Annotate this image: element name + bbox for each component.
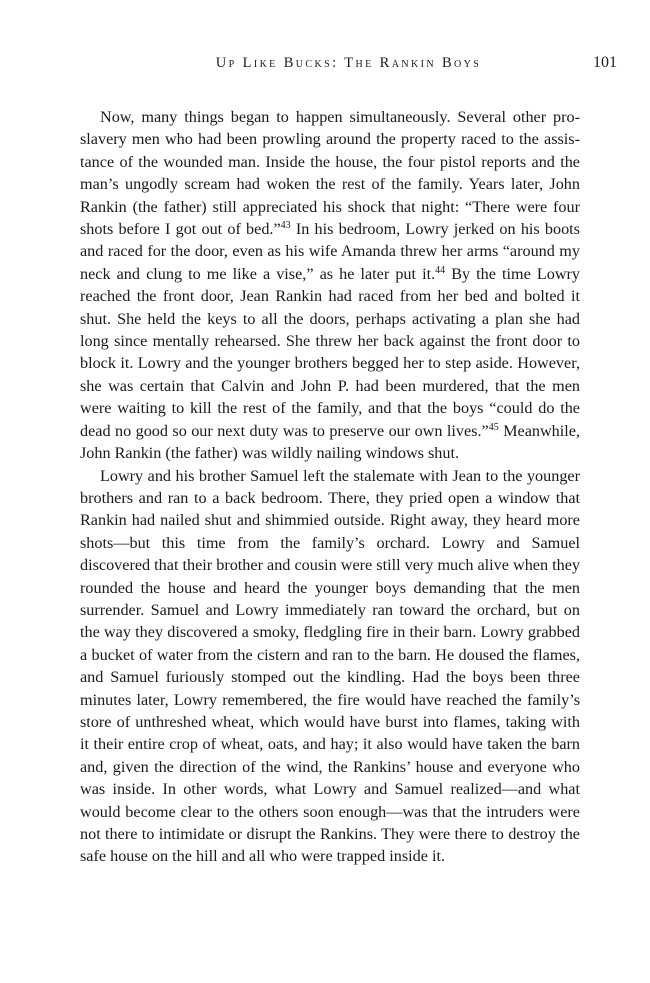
- footnote-ref-45: 45: [488, 421, 499, 433]
- body-text: [80, 106, 580, 868]
- paragraph-1-text-b: In his bedroom, Lowry jerked on his boots and raced for the door, even as his wife Amanda threw her arms “around my neck and clung to me like a vise,” as he later put it.: [80, 220, 580, 283]
- paragraph-1-text-c: By the time Lowry reached the front door, Jean Rankin had raced from her bed and bolted it shut. She held the keys to all the doors, perhaps activating a plan she had long since mentally rehearsed. She threw her back against the front door to block it. Lowry and the younger brothers begged her to step aside. However, she was certain that Calvin and John P. had been murdered, that the men were waiting to kill the rest of the family, and that the boys “could do the dead no good so our next duty was to preserve our own lives.”: [80, 264, 580, 440]
- paragraph-1-text-d: Meanwhile, John Rankin (the father) was wildly nailing windows shut.: [80, 421, 580, 463]
- paragraph-2: Lowry and his brother Samuel left the stalemate with Jean to the younger brothers and ran to a back bedroom. There, they pried open a window that Rankin had nailed shut and shimmied outside. Right away, they heard more shots—but this time from the family’s orchard. Lowry and Samuel discovered that their brother and cousin were still very much alive when they rounded the house and heard the younger boys demanding that the men surrender. Samuel and Lowry immediately ran toward the orchard, but on the way they discovered a smoky, fledgling fire in their barn. Lowry grabbed a bucket of water from the cistern and ran to the barn. He doused the flames, and Samuel furiously stomped out the kindling. Had the boys been three minutes later, Lowry remembered, the fire would have reached the family’s store of unthreshed wheat, which would have burst into flames, taking with it their entire crop of wheat, oats, and hay; it also would have taken the barn and, given the direction of the wind, the Rankins’ house and everyone who was inside. In other words, what Lowry and Samuel realized—and what would become clear to the others soon enough—was that the intruders were not there to intimidate or disrupt the Rankins. They were there to destroy the safe house on the hill and all who were trapped inside it.: [80, 466, 580, 866]
- footnote-ref-43: 43: [280, 220, 291, 232]
- paragraph-1: [80, 106, 580, 465]
- footnote-ref-44: 44: [435, 264, 446, 276]
- paragraph-1-text-a: Now, many things began to happen simultaneously. Several other proslavery men who had been prowling around the property raced to the assistance of the wounded man. Inside the house, the four pistol reports and the man’s ungodly scream had woken the rest of the family. Years later, John Rankin (the father) still appreciated his shock that night: “There were four shots before I got out of bed.”: [80, 108, 580, 239]
- running-head: [80, 52, 617, 74]
- running-head-title: Up Like Bucks: The Rankin Boys: [215, 55, 482, 71]
- page-number: 101: [593, 54, 617, 71]
